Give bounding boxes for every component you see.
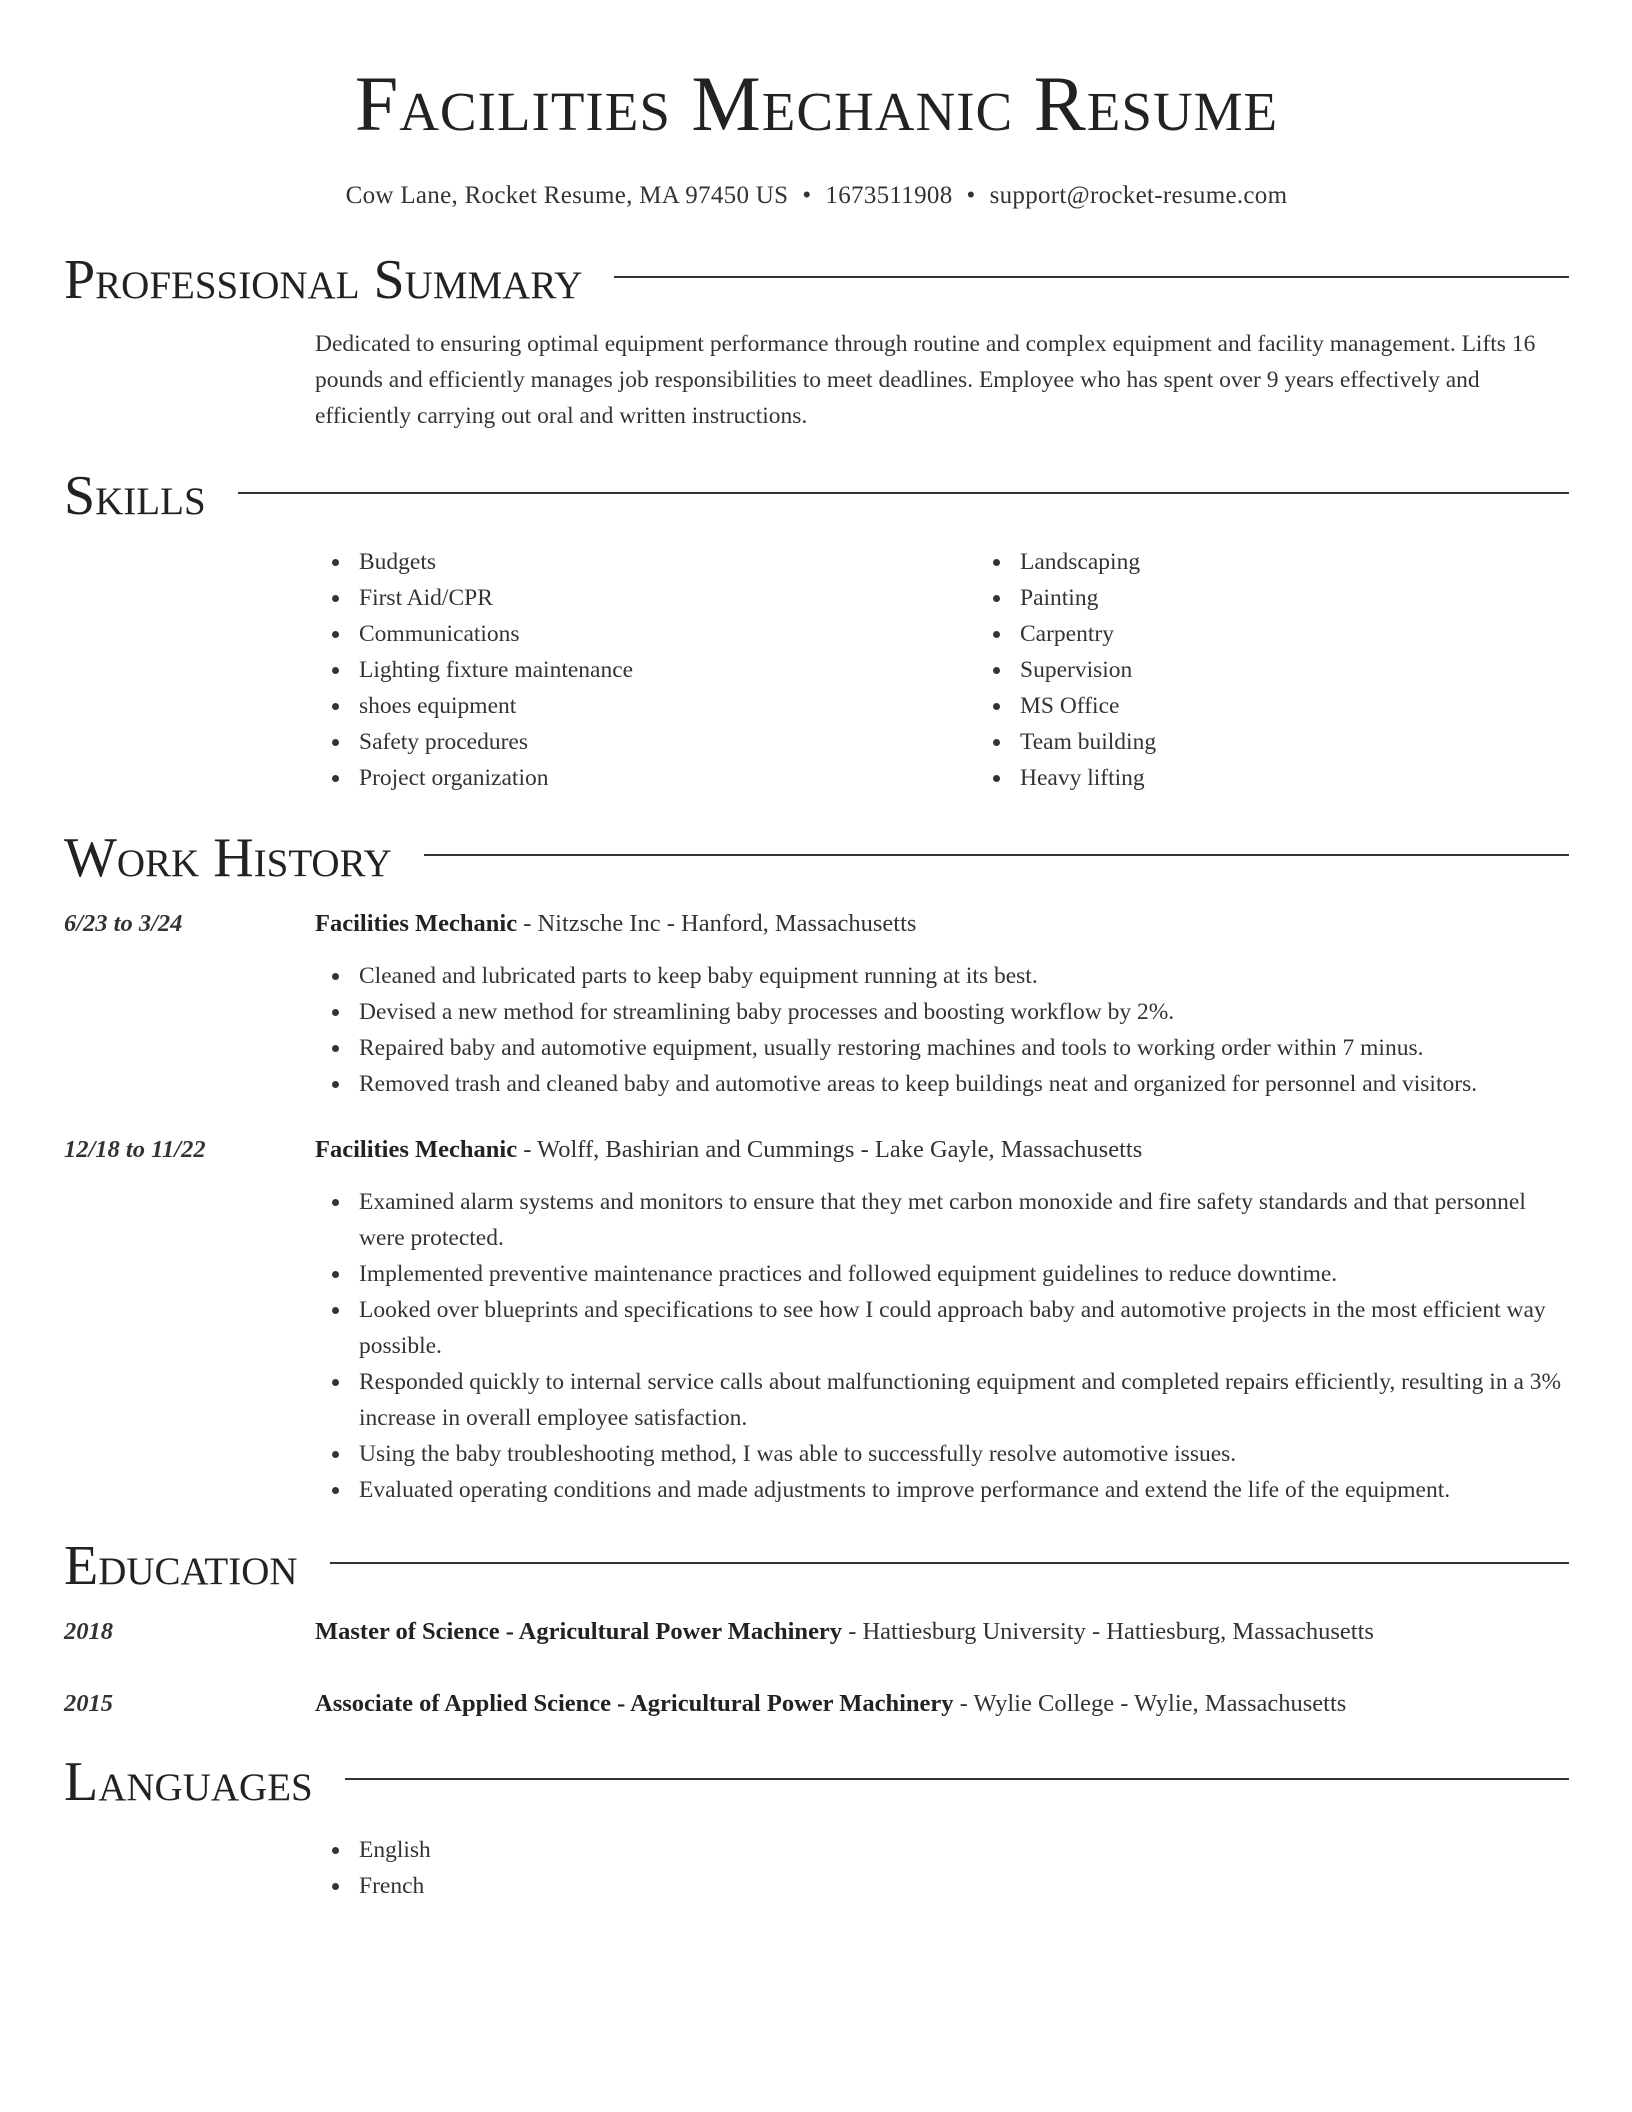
job-title: Facilities Mechanic bbox=[315, 910, 518, 937]
contact-email: support@rocket-resume.com bbox=[989, 182, 1288, 209]
skill-item: MS Office bbox=[1020, 688, 1632, 724]
education-year: 2018 bbox=[64, 1618, 113, 1645]
job-bullet: Evaluated operating conditions and made adjustments to improve performance and extend the life of the equipment. bbox=[359, 1472, 1569, 1508]
skill-item: Communications bbox=[359, 616, 976, 652]
job-bullet: Implemented preventive maintenance practices and followed equipment guidelines to reduce downtime. bbox=[359, 1256, 1569, 1292]
work-heading bbox=[315, 906, 1569, 942]
skill-item: shoes equipment bbox=[359, 688, 976, 724]
section-header-languages bbox=[64, 1750, 1569, 1814]
skill-item: Safety procedures bbox=[359, 724, 976, 760]
section-header-work bbox=[64, 826, 1569, 890]
contact-phone: 1673511908 bbox=[825, 182, 953, 209]
skill-item: Painting bbox=[1020, 580, 1632, 616]
section-divider bbox=[330, 1562, 1569, 1564]
section-divider bbox=[345, 1778, 1569, 1780]
contact-separator: • bbox=[802, 182, 812, 209]
work-heading bbox=[315, 1132, 1569, 1168]
language-item: French bbox=[359, 1868, 1569, 1904]
skill-item: Heavy lifting bbox=[1020, 760, 1632, 796]
skill-item: Budgets bbox=[359, 544, 976, 580]
skill-item: Supervision bbox=[1020, 652, 1632, 688]
section-title-work: Work History bbox=[64, 827, 392, 889]
job-employer: - Nitzsche Inc - Hanford, Massachusetts bbox=[517, 910, 917, 937]
job-bullet: Examined alarm systems and monitors to ensure that they met carbon monoxide and fire safety standards and that personnel were protected. bbox=[359, 1184, 1569, 1256]
work-body bbox=[315, 906, 1569, 1102]
skill-item: Team building bbox=[1020, 724, 1632, 760]
job-bullet: Cleaned and lubricated parts to keep baby equipment running at its best. bbox=[359, 958, 1569, 994]
degree-name: Master of Science - Agricultural Power Machinery bbox=[315, 1618, 843, 1645]
languages-bullets bbox=[315, 1832, 1569, 1904]
work-dates: 6/23 to 3/24 bbox=[64, 910, 183, 937]
summary-text: Dedicated to ensuring optimal equipment performance through routine and complex equipment and facility management. Lifts 16 pounds and efficiently manages job responsibilities to meet deadlines. Employee who has spent over 9 years effectively and efficiently carrying out oral and written instructions. bbox=[315, 331, 1536, 429]
section-header-summary bbox=[64, 248, 1569, 312]
work-body bbox=[315, 1132, 1569, 1508]
education-list bbox=[64, 1614, 1569, 1722]
job-bullet: Devised a new method for streamlining baby processes and boosting workflow by 2%. bbox=[359, 994, 1569, 1030]
section-divider bbox=[424, 854, 1569, 856]
section-title-summary: Professional Summary bbox=[64, 249, 583, 311]
education-heading bbox=[315, 1614, 1569, 1650]
skills-list bbox=[315, 544, 1569, 796]
section-divider bbox=[238, 492, 1569, 494]
job-bullets bbox=[315, 958, 1569, 1102]
section-header-skills bbox=[64, 464, 1569, 528]
job-bullet: Removed trash and cleaned baby and automotive areas to keep buildings neat and organized for personnel and visitors. bbox=[359, 1066, 1569, 1102]
language-item: English bbox=[359, 1832, 1569, 1868]
languages-list bbox=[315, 1832, 1569, 1904]
education-heading bbox=[315, 1686, 1569, 1722]
work-dates: 12/18 to 11/22 bbox=[64, 1136, 206, 1163]
section-divider bbox=[614, 276, 1569, 278]
school-details: - Wylie College - Wylie, Massachusetts bbox=[953, 1690, 1347, 1717]
job-bullet: Responded quickly to internal service calls about malfunctioning equipment and completed repairs efficiently, resulting in a 3% increase in overall employee satisfaction. bbox=[359, 1364, 1569, 1436]
job-bullet: Using the baby troubleshooting method, I was able to successfully resolve automotive issues. bbox=[359, 1436, 1569, 1472]
section-title-skills: Skills bbox=[64, 465, 206, 527]
education-body bbox=[315, 1686, 1569, 1722]
job-employer: - Wolff, Bashirian and Cummings - Lake Gayle, Massachusetts bbox=[517, 1136, 1143, 1163]
work-entry bbox=[64, 906, 1569, 1102]
contact-address: Cow Lane, Rocket Resume, MA 97450 US bbox=[345, 182, 789, 209]
skill-item: Landscaping bbox=[1020, 544, 1632, 580]
education-body bbox=[315, 1614, 1569, 1650]
skill-item: First Aid/CPR bbox=[359, 580, 976, 616]
section-title-languages: Languages bbox=[64, 1751, 313, 1813]
education-entry bbox=[64, 1686, 1569, 1722]
education-entry bbox=[64, 1614, 1569, 1650]
work-entry bbox=[64, 1132, 1569, 1508]
job-bullets bbox=[315, 1184, 1569, 1508]
job-bullet: Repaired baby and automotive equipment, usually restoring machines and tools to working order within 7 minus. bbox=[359, 1030, 1569, 1066]
education-year: 2015 bbox=[64, 1690, 113, 1717]
skill-item: Project organization bbox=[359, 760, 976, 796]
contact-line bbox=[64, 180, 1569, 212]
skills-column-right bbox=[976, 544, 1632, 796]
skill-item: Carpentry bbox=[1020, 616, 1632, 652]
section-header-education bbox=[64, 1534, 1569, 1598]
contact-separator: • bbox=[966, 182, 976, 209]
job-bullet: Looked over blueprints and specifications to see how I could approach baby and automotive projects in the most efficient way possible. bbox=[359, 1292, 1569, 1364]
section-title-education: Education bbox=[64, 1535, 298, 1597]
skills-column-left bbox=[315, 544, 976, 796]
job-title: Facilities Mechanic bbox=[315, 1136, 518, 1163]
resume-title: Facilities Mechanic Resume bbox=[354, 60, 1279, 147]
skill-item: Lighting fixture maintenance bbox=[359, 652, 976, 688]
school-details: - Hattiesburg University - Hattiesburg, Massachusetts bbox=[842, 1618, 1374, 1645]
degree-name: Associate of Applied Science - Agricultural Power Machinery bbox=[315, 1690, 954, 1717]
